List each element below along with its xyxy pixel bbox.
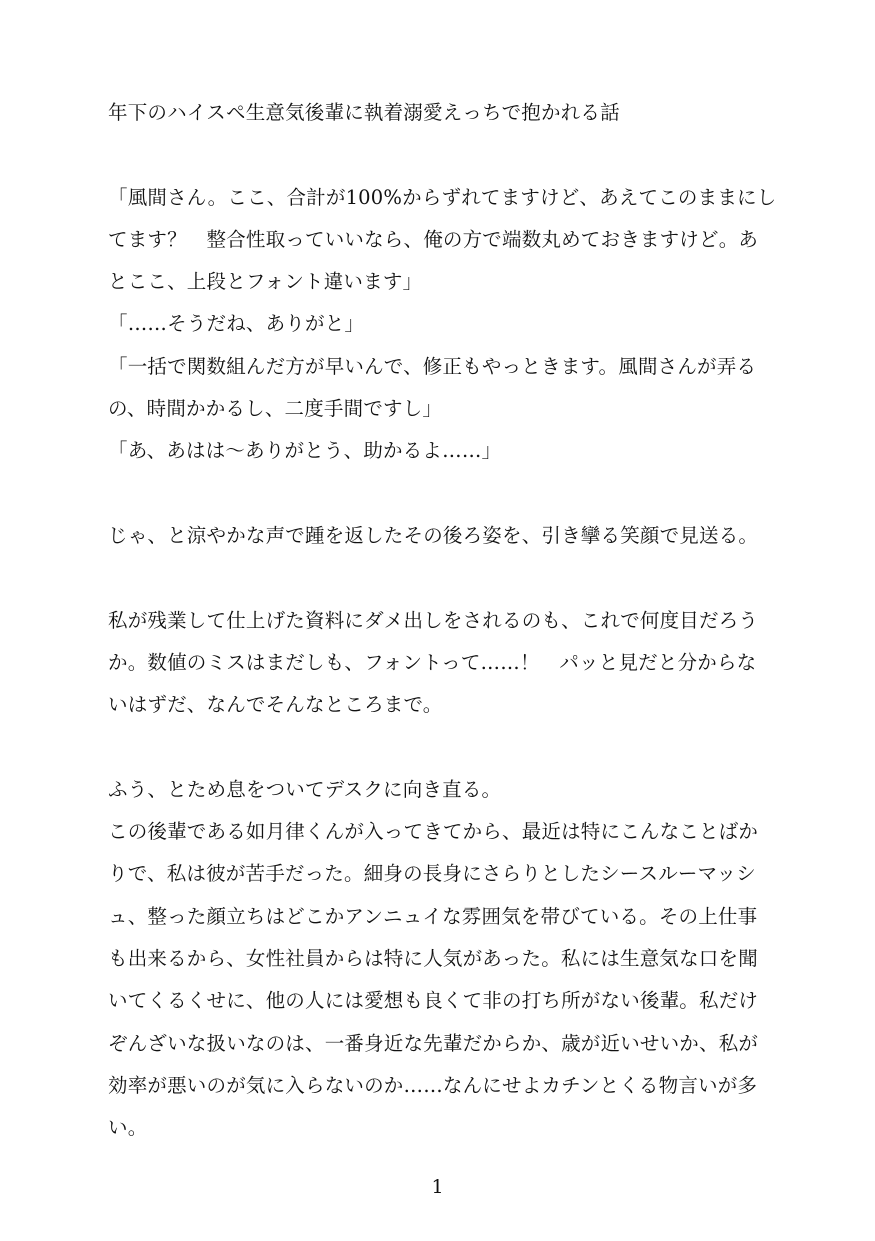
text-line: いてくるくせに、他の人には愛想も良くて非の打ち所がない後輩。私だけ [108, 989, 759, 1013]
blank-line [108, 473, 772, 515]
body-text [108, 92, 777, 1149]
text-line: 「……そうだね、ありがと」 [108, 312, 365, 336]
text-line: い。 [108, 1116, 148, 1140]
text-line: も出来るから、女性社員からは特に人気があった。私には生意気な口を聞 [108, 946, 758, 970]
text-line: の、時間かかるし、二度手間ですし」 [108, 397, 443, 421]
text-line: りで、私は彼が苦手だった。細身の長身にさらりとしたシースルーマッシ [108, 862, 756, 886]
text-line: いはずだ、なんでそんなところまで。 [108, 693, 443, 717]
text-line: 「風間さん。ここ、合計が100%からずれてますけど、あえてこのままにし [108, 185, 777, 209]
blank-line [108, 134, 772, 176]
text-line: とここ、上段とフォント違います」 [108, 270, 423, 294]
text-line: じゃ、と涼やかな声で踵を返したその後ろ姿を、引き攣る笑顔で見送る。 [108, 523, 759, 547]
text-line: 効率が悪いのが気に入らないのか……なんにせよカチンとくる物言いが多 [108, 1073, 758, 1097]
blank-line [108, 557, 772, 599]
text-line: 「一括で関数組んだ方が早いんで、修正もやっときます。風間さんが弄る [108, 354, 757, 378]
text-line: か。数値のミスはまだしも、フォントって……！ パッと見だと分からな [108, 650, 757, 674]
text-line: この後輩である如月律くんが入ってきてから、最近は特にこんなことばか [108, 820, 759, 844]
text-line: ュ、整った顔立ちはどこかアンニュイな雰囲気を帯びている。その上仕事 [108, 904, 758, 928]
blank-line [108, 726, 772, 768]
text-line: 「あ、あはは〜ありがとう、助かるよ……」 [108, 439, 502, 463]
text-line: ふう、とため息をついてデスクに向き直る。 [108, 777, 502, 801]
page-number: 1 [431, 1176, 444, 1198]
text-line: てます？ 整合性取っていいなら、俺の方で端数丸めておきますけど。あ [108, 227, 759, 251]
text-line: 私が残業して仕上げた資料にダメ出しをされるのも、これで何度目だろう [108, 608, 759, 632]
document-title: 年下のハイスペ生意気後輩に執着溺愛えっちで抱かれる話 [108, 101, 620, 124]
text-line: ぞんざいな扱いなのは、一番身近な先輩だからか、歳が近いせいか、私が [108, 1031, 759, 1055]
